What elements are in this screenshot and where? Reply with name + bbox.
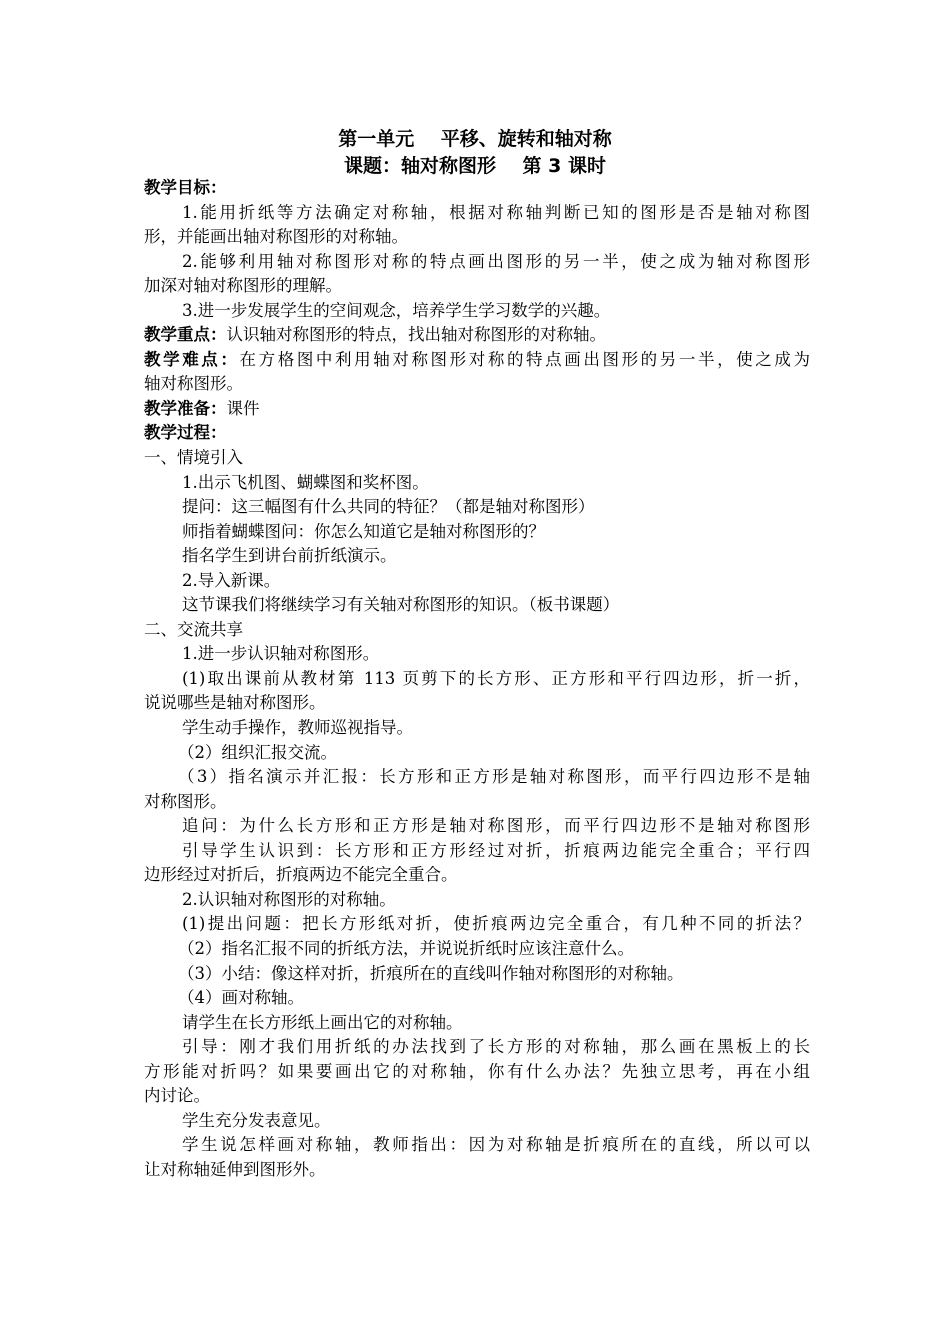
s2-line-6: 追问：为什么长方形和正方形是轴对称图形，而平行四边形不是轴对称图形 [182,816,810,836]
objective-3: 3.进一步发展学生的空间观念，培养学生学习数学的兴趣。 [182,300,611,320]
s1-line-3: 师指着蝴蝶图问：你怎么知道它是轴对称图形的？ [182,521,545,541]
s1-line-6: 这节课我们将继续学习有关轴对称图形的知识。（板书课题） [182,595,620,615]
s2-line-13: 请学生在长方形纸上画出它的对称轴。 [182,1012,463,1032]
focus-heading: 教学重点： [144,325,227,345]
s2-line-7a: 引导学生认识到：长方形和正方形经过对折，折痕两边能完全重合；平行四 [182,840,810,860]
s2-line-3: 学生动手操作，教师巡视指导。 [182,718,413,738]
s2-line-14a: 引导：刚才我们用折纸的办法找到了长方形的对称轴，那么画在黑板上的长 [182,1037,810,1057]
s2-line-8: 2.认识轴对称图形的对称轴。 [182,889,396,909]
s2-line-15: 学生充分发表意见。 [182,1110,331,1130]
document-body [144,176,810,1182]
difficulty-paragraph [144,348,810,373]
focus-paragraph [144,323,810,348]
objective-1-line-1: 1.能用折纸等方法确定对称轴，根据对称轴判断已知的图形是否是轴对称图 [182,202,810,222]
s2-line-5b: 对称图形。 [144,791,227,811]
s2-line-16a: 学生说怎样画对称轴，教师指出：因为对称轴是折痕所在的直线，所以可以 [182,1135,810,1155]
s2-line-11: （3）小结：像这样对折，折痕所在的直线叫作轴对称图形的对称轴。 [178,963,684,983]
s2-line-14b: 方形能对折吗？如果要画出它的对称轴，你有什么办法？先独立思考，再在小组 [144,1061,810,1081]
prep-text: 课件 [226,398,260,418]
s2-line-4: （2）组织汇报交流。 [178,742,337,762]
s1-line-4: 指名学生到讲台前折纸演示。 [182,546,397,566]
process-heading: 教学过程： [144,423,227,443]
s2-line-5a: （3）指名演示并汇报：长方形和正方形是轴对称图形，而平行四边形不是轴 [178,767,810,787]
s1-line-1: 1.出示飞机图、蝴蝶图和奖杯图。 [182,472,429,492]
focus-text: 认识轴对称图形的特点，找出轴对称图形的对称轴。 [226,325,606,345]
objective-2-line-1: 2.能够利用轴对称图形对称的特点画出图形的另一半，使之成为轴对称图形 [182,251,810,271]
section-1-heading: 一、情境引入 [144,448,243,468]
s1-line-2: 提问：这三幅图有什么共同的特征？（都是轴对称图形） [182,497,595,517]
s2-line-16b: 让对称轴延伸到图形外。 [144,1159,326,1179]
s2-line-2a: (1)取出课前从教材第 113 页剪下的长方形、正方形和平行四边形，折一折， [182,668,810,688]
s2-line-7b: 边形经过对折后，折痕两边不能完全重合。 [144,865,458,885]
difficulty-text-line-2: 轴对称图形。 [144,374,243,394]
difficulty-text-line-1: 在方格图中利用轴对称图形对称的特点画出图形的另一半，使之成为 [239,349,811,369]
s2-line-1: 1.进一步认识轴对称图形。 [182,644,380,664]
prep-heading: 教学准备： [144,398,227,418]
s2-line-14c: 内讨论。 [144,1086,210,1106]
objectives-heading: 教学目标： [144,178,227,197]
s2-line-2b: 说说哪些是轴对称图形。 [144,693,326,713]
difficulty-heading: 教学难点： [144,349,240,369]
s1-line-5: 2.导入新课。 [182,570,281,590]
objective-2-line-2: 加深对轴对称图形的理解。 [144,276,342,296]
objective-1-line-2: 形，并能画出轴对称图形的对称轴。 [144,227,408,247]
section-2-heading: 二、交流共享 [144,619,243,639]
prep-paragraph [144,397,810,422]
s2-line-10: （2）指名汇报不同的折纸方法，并说说折纸时应该注意什么。 [178,938,634,958]
lesson-title: 课题：轴对称图形 第 3 课时 [344,155,606,177]
s2-line-9: (1)提出问题：把长方形纸对折，使折痕两边完全重合，有几种不同的折法？ [182,914,810,934]
unit-title: 第一单元 平移、旋转和轴对称 [338,128,612,150]
s2-line-12: （4）画对称轴。 [178,988,304,1008]
